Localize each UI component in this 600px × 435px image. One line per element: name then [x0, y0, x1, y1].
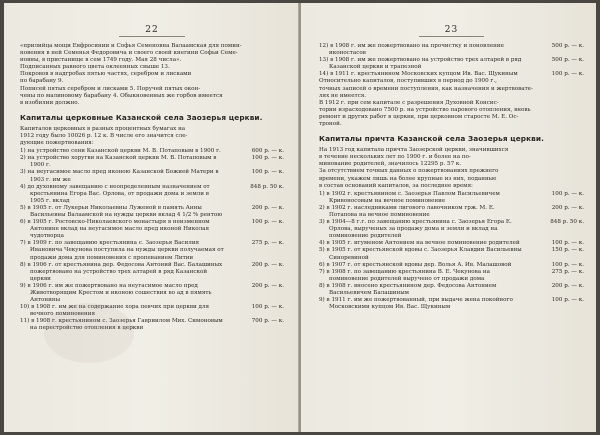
page-number-right: 23 — [319, 25, 584, 37]
list-item: 3) в 1904—8 г.г. по завещанию крестьянина с. Заозерья Егора Е. Орлова, вырученых за продажу дома и земли и вклад на поминовение родителей 848 р. 50 к. — [319, 219, 584, 240]
donation-list-right-top — [319, 43, 584, 78]
text-line: Относительно капиталов, поступивших в период до 1900 г., — [319, 78, 497, 85]
text-line: дующие пожертвования: — [20, 140, 94, 147]
list-item: 5) в 1905 г. от Лукерьи Николаевны Луженой в память Анны Васильевны Валаамской на нужды церкви вклад 4 1/2 % рентою 200 р. — к. — [20, 204, 284, 218]
text-line: троной. — [319, 121, 342, 128]
list-item: 2) в 1902 г. наследниками лигового лавочником грж. М. Е. Потапова на вечное поминовение 200 р. — к. — [319, 204, 584, 218]
text-line: Покровов в надгробах пятью частях, серебром и лисками — [20, 71, 192, 78]
text-line: Подписанных равного цвета оклеенных свыше 13. — [20, 64, 170, 71]
list-item: 6) в 1907 г. от крестьянской вдовы дер. Волья А. Ив. Малашовой 100 р. — к. — [319, 261, 584, 268]
text-line: На 1913 год капитала причта Заозерской церкви, значившихся — [319, 147, 509, 154]
list-item: 6) в 1905 г. Ростовско-Николаевского монастыря в неизменном Антонине вклад на неугасимое масло пред иконой Николая чудотворца 100 р. — к. — [20, 219, 284, 240]
left-page — [4, 3, 299, 432]
list-item: 5) в 1905 г. от крестьянской вдовы с. Заозерья Клавдии Васильевны Синоревиной 150 р. — к. — [319, 247, 584, 261]
list-item: 7) в 1908 г. по завещанию крестьянина В. Е. Чекунова на поминовение родителей выручено от продажи дома 275 р. — к. — [319, 268, 584, 282]
list-item: 9) в 1911 г. им же пожертвованный, при выдаче жена покойного Московскими купцом Ив. Вас. Щукиным 100 р. — к. — [319, 297, 584, 311]
list-item: 1) в 1902 г. крестьянином с. Заозерья Павлом Васильевичем Кривоносовым на вечное поминовение 100 р. — к. — [319, 190, 584, 204]
mid-text — [319, 78, 584, 128]
text-line: За отсутствием точных данных о пожертвованиях прежнего — [319, 168, 499, 175]
list-item: 2) на устройство хоругви на Казанской церкви М. В. Потаповым в 1900 г. 100 р. — к. — [20, 155, 284, 169]
text-line: новения в ней Семенья Федоровича и своего своей кнегини Софьи Семе- — [20, 50, 238, 57]
list-item: 7) в 1909 г. по завещанию крестьянина с. Заозерья Василия Ивановича Чекунова поступила на нужды церкви получаемая от продажи дома для поминовения с пропеванием Литии 275 р. — к. — [20, 240, 284, 261]
text-line: тории израсходовано 7500 р. на устройство парового отопления, вновь — [319, 106, 531, 113]
donation-list-right — [319, 191, 584, 312]
text-line: в течение нескольких лет по 1900 г. и более на по- — [319, 154, 471, 161]
donation-list-left — [20, 148, 284, 332]
text-line: минование родителей, значилось 12295 р. 57 к. — [319, 161, 462, 168]
right-page — [301, 3, 596, 432]
list-item: 12) в 1908 г. им же пожертвовано на прочистку и поновление иконостасов 500 р. — к. — [319, 43, 584, 57]
text-line: по барабану 9. — [20, 78, 64, 85]
text-line: в изобилии должно. — [20, 99, 80, 106]
capital-intro-right — [319, 147, 584, 190]
list-item: 13) в 1908 г. им же пожертвовано на устройство трех алтарей в ряд Казанской церкви и трапезной 500 р. — к. — [319, 57, 584, 71]
list-item: 4) до духовному завещанию с неопределенным назначением от крестьянина Егора Вас. Орлова, от продажи дома и земли в 1905 г. вклад 848 р. 50 к. — [20, 183, 284, 204]
list-item: 14) в 1911 г. крестьянином Московских купцом Ив. Вас. Щукиным 100 р. — к. — [319, 71, 584, 78]
list-item: 3) на неугасимое масло пред иконою Казанской Божией Матери в 1903 г. им же 100 р. — к. — [20, 169, 284, 183]
text-line: в состав оснований капиталов, за последнее время: — [319, 182, 473, 189]
text-line: В 1912 г. при сем капитале с разрешения Духовной Консис- — [319, 99, 499, 106]
text-line: «прилийца мощи Евфросинии и Софья Семеновна Валаамская для помин- — [20, 43, 242, 49]
list-item: 4) в 1905 г. игуменом Антонием на вечное поминовение родителей 100 р. — к. — [319, 240, 584, 247]
list-item: 8) в 1906 г. от крестьянина дер. Федосова Антоний Вас. Балашиных пожертвовано на устройство трех алтарей в ряд Казанской церкви 200 р. — к. — [20, 261, 284, 282]
text-line: ремонт и других работ в церкви, при церковном старосте М. Е. Ос- — [319, 113, 519, 120]
text-line: времени, укажем лишь на более крупные из них, поданные — [319, 175, 497, 182]
list-item: 9) в 1906 г. им же пожертвовано на неугасимое масло пред Животворящим Крестом и иконою сошествия во ад в пямять Антонины 200 р. — к. — [20, 282, 284, 304]
text-line: чены по малиновому барабану 4. Обыкновенных же горбов имеется — [20, 92, 223, 99]
list-item: 8) в 1908 г. вносено крестьянином дер. Федосова Антонием Васильевичем Балашиным 200 р. — к. — [319, 282, 584, 296]
page-number-left: 22 — [20, 25, 284, 37]
text-line: 1912 году было 10026 р. 12 к. В числе его значится сле- — [20, 132, 188, 139]
capital-intro — [20, 126, 284, 147]
intro-text — [20, 43, 284, 107]
section-heading-clergy-capitals: Капиталы причта Казанской села Заозерья церкви. — [319, 134, 544, 144]
text-line: Капиталов церковных в разных процентных бумагах на — [20, 125, 186, 132]
list-item: 1) на устройство сени Казанской церкви М. В. Потаповым в 1900 г. 600 р. — к. — [20, 148, 284, 155]
text-line: Пописей пятых серебром и лисками 5. Поручей пятых окон- — [20, 85, 201, 92]
section-heading-church-capitals: Капиталы церковные Казанской села Заозерья церкви. — [20, 112, 263, 122]
text-line: новны, в пристанище в сем 1749 году. Мая 28 числа». — [20, 57, 182, 64]
list-item: 11) в 1908 г. крестьянином с. Заозерья Гавриилом Мих. Симоновым на перестройство отопления в церкви 700 р. — к. — [20, 318, 284, 332]
text-line: лях не имеется. — [319, 92, 367, 99]
book-spread — [4, 3, 596, 432]
text-line: точных записей о времени поступления, как назначения и жертвовате- — [319, 85, 533, 92]
list-item: 10) в 1908 г. им же на содержание хора певчих при церкви для вечного поминовения 100 р. — к. — [20, 304, 284, 318]
